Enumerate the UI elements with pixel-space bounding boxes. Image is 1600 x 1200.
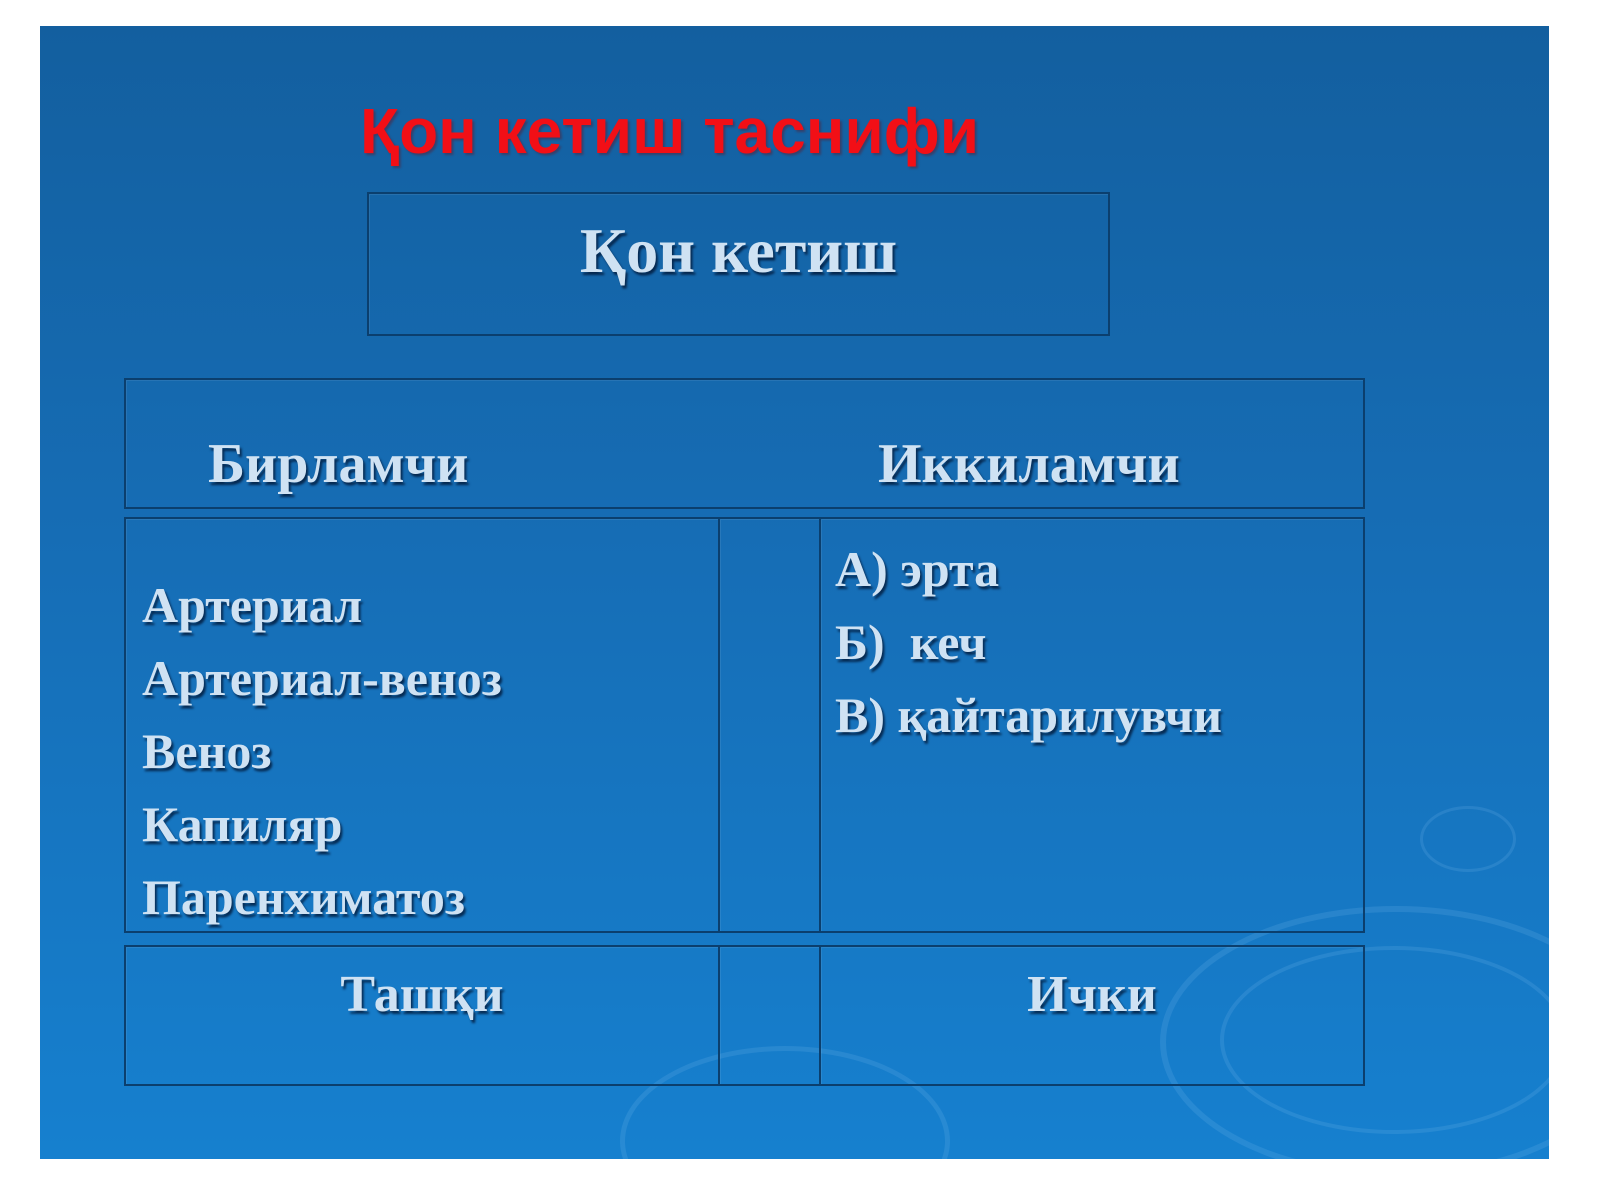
root-box xyxy=(367,192,1110,336)
header-primary: Бирламчи xyxy=(208,433,469,495)
internal-label: Ички xyxy=(1027,966,1157,1023)
primary-types-list xyxy=(142,569,502,934)
header-row xyxy=(124,378,1365,509)
secondary-types-list xyxy=(835,533,1222,752)
list-item: А) эрта xyxy=(835,541,1000,597)
slide-title: Қон кетиш таснифи xyxy=(360,95,980,167)
list-item: Б) кеч xyxy=(835,614,987,670)
list-item: Веноз xyxy=(142,723,272,779)
list-item: Паренхиматоз xyxy=(142,869,465,925)
root-box-label: Қон кетиш xyxy=(579,215,898,286)
internal-cell xyxy=(819,945,1365,1086)
primary-types-cell xyxy=(124,517,720,933)
decorative-swirl xyxy=(1420,806,1516,872)
external-label: Ташқи xyxy=(340,966,504,1023)
list-item: Артериал-веноз xyxy=(142,650,502,706)
external-cell xyxy=(124,945,720,1086)
middle-spacer-cell xyxy=(718,517,821,933)
list-item: Капиляр xyxy=(142,796,343,852)
header-secondary: Иккиламчи xyxy=(878,433,1180,495)
secondary-types-cell xyxy=(819,517,1365,933)
list-item: Артериал xyxy=(142,577,363,633)
list-item: В) қайтарилувчи xyxy=(835,687,1223,743)
slide xyxy=(40,26,1549,1159)
bottom-spacer-cell xyxy=(718,945,821,1086)
